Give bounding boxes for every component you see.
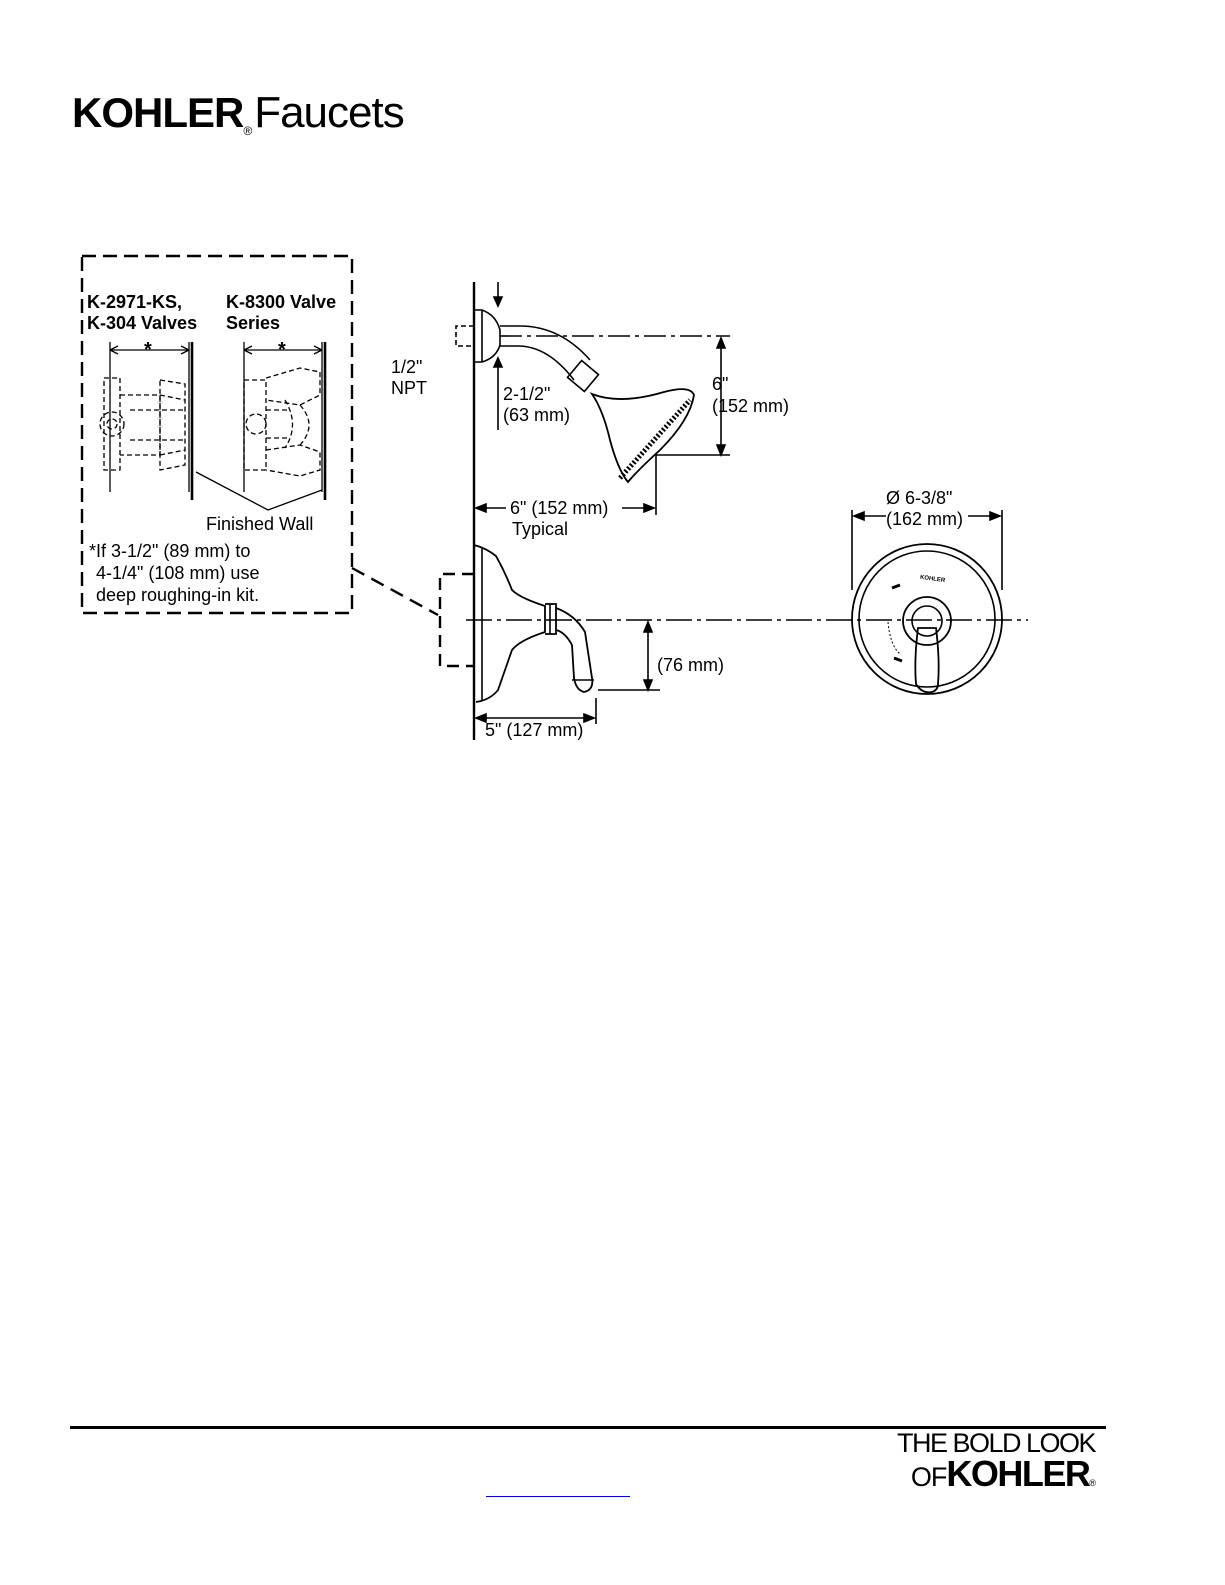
shower-arm-flange [474, 310, 500, 362]
arm-reach-dim-line1: 6" (152 mm) [510, 498, 609, 518]
bold-look-tagline [897, 1428, 1095, 1499]
tagline-line1: THE BOLD LOOK [897, 1428, 1096, 1458]
tagline-brand: KOHLER [946, 1453, 1090, 1494]
npt-thread-line1: 1/2" [391, 357, 423, 377]
plate-mark-bottom [894, 658, 902, 661]
inset-col1-title-line1: K-2971-KS, [87, 292, 183, 312]
logo-brand: KOHLER [72, 89, 244, 136]
escutcheon-plate-outer [852, 544, 1002, 694]
head-height-dim-line2: (152 mm) [712, 396, 790, 416]
finished-wall-leader-2 [268, 490, 322, 510]
tagline-registered-mark: ® [1089, 1478, 1096, 1488]
npt-nipple-dashed [456, 326, 474, 346]
footer-link-underline[interactable] [486, 1476, 630, 1497]
npt-thread-line2: NPT [391, 378, 427, 398]
shower-arm [500, 326, 590, 360]
escutcheon-plate-inner [859, 551, 995, 687]
inset-asterisk-2: * [278, 339, 286, 361]
plate-diameter-dim-line2: (162 mm) [886, 509, 964, 529]
arm-drop-dim-line2: (63 mm) [503, 405, 570, 425]
arm-drop-dim-line1: 2-1/2" [503, 384, 551, 404]
inset-connector-line [352, 568, 438, 615]
inset-col2-title-line1: K-8300 Valve [226, 292, 337, 312]
inset-col1-title-line2: K-304 Valves [87, 313, 198, 333]
inset-note-line2: 4-1/4" (108 mm) use [96, 563, 260, 583]
finished-wall-leader-1 [196, 472, 268, 510]
plate-diameter-dim-line1: Ø 6-3/8" [886, 488, 953, 508]
head-height-dim-line1: 6" [712, 374, 729, 394]
valve-escutcheon-side [474, 545, 545, 702]
showerhead-swivel [568, 361, 599, 392]
logo-registered-mark: ® [243, 124, 253, 138]
plate-brand-text: KOHLER [919, 574, 946, 585]
inset-note-line3: deep roughing-in kit. [96, 585, 260, 605]
inset-valve-k2971 [100, 339, 192, 500]
finished-wall-label: Finished Wall [206, 514, 314, 534]
inset-col2-title-line2: Series [226, 313, 281, 333]
handle-hub-outer [903, 597, 951, 645]
handle-offset-dim: (76 mm) [657, 655, 724, 675]
inset-note-line1: *If 3-1/2" (89 mm) to [89, 541, 251, 561]
trim-projection-dim: 5" (127 mm) [485, 720, 584, 740]
handle-hub-inner [912, 606, 942, 636]
inset-valve-k8300 [244, 339, 325, 500]
arm-reach-dim-line2: Typical [512, 519, 569, 539]
inset-asterisk-1: * [144, 339, 152, 361]
tagline-of: OF [910, 1462, 947, 1492]
handle-lever-front [915, 628, 938, 692]
plate-mark-top [892, 585, 900, 588]
logo-product-line: Faucets [254, 88, 404, 137]
showerhead [592, 389, 694, 482]
